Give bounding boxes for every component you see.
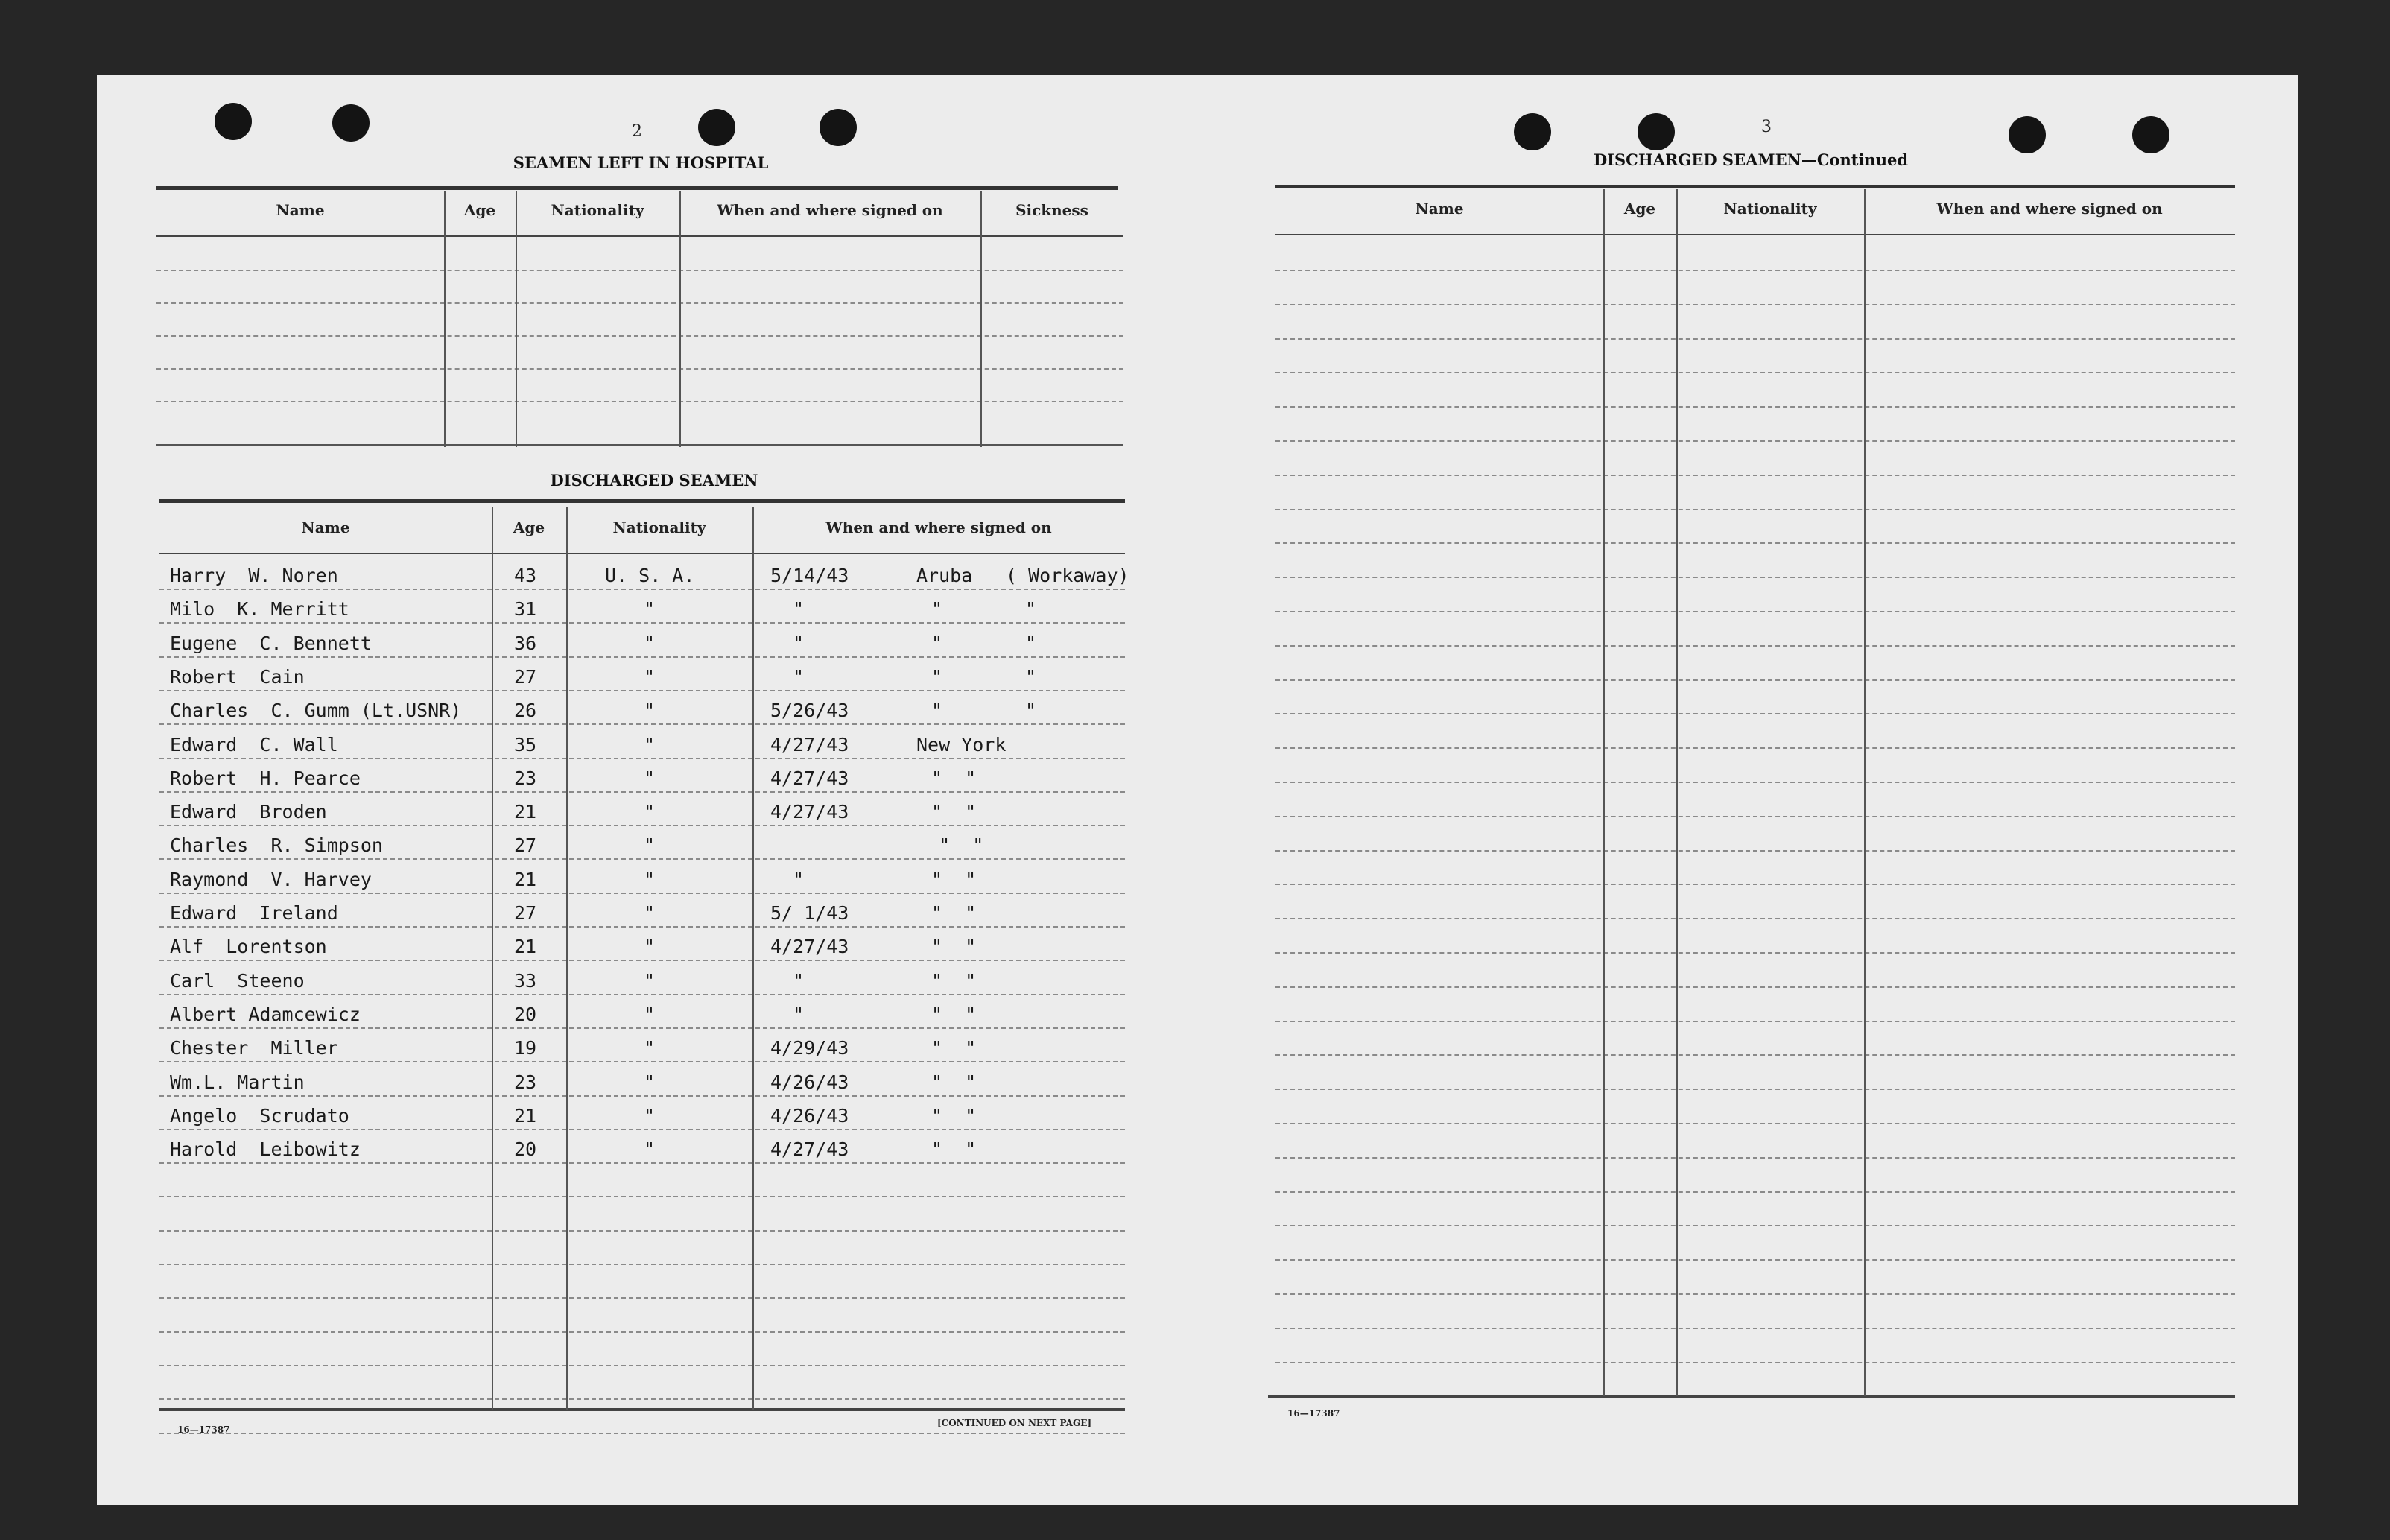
signed-on-place: " " xyxy=(916,834,984,856)
rule-line xyxy=(1275,850,2235,852)
seaman-nationality: " xyxy=(644,869,656,890)
seaman-name: Charles R. Simpson xyxy=(170,834,383,856)
rule-line xyxy=(1275,1362,2235,1363)
rule-line xyxy=(1275,986,2235,988)
seaman-age: 20 xyxy=(514,1138,537,1160)
discharged-title: DISCHARGED SEAMEN xyxy=(550,471,758,489)
seaman-nationality: " xyxy=(644,666,656,688)
signed-on-place: " " xyxy=(931,936,977,957)
punch-hole xyxy=(332,104,370,142)
seaman-name: Edward C. Wall xyxy=(170,734,338,755)
rule-line xyxy=(159,589,1125,590)
column-header: Nationality xyxy=(1723,200,1817,218)
column-header: Age xyxy=(513,519,545,536)
rule-line xyxy=(1275,234,2235,235)
column-divider xyxy=(1864,189,1866,1396)
rule-line xyxy=(159,1433,1125,1434)
seaman-nationality: " xyxy=(644,801,656,823)
rule-line xyxy=(159,825,1125,826)
seaman-age: 31 xyxy=(514,598,537,620)
rule-line xyxy=(1275,1328,2235,1329)
rule-line xyxy=(1275,1157,2235,1159)
seaman-name: Wm.L. Martin xyxy=(170,1071,305,1093)
continued-title: DISCHARGED SEAMEN—Continued xyxy=(1593,150,1909,169)
signed-on-note: " xyxy=(1025,700,1037,721)
rule-line xyxy=(1275,1259,2235,1261)
column-divider xyxy=(1603,189,1605,1396)
rule-line xyxy=(1275,304,2235,305)
rule-line xyxy=(159,1196,1125,1197)
rule-line xyxy=(159,1365,1125,1366)
signed-on-place: " " xyxy=(931,1138,977,1160)
signed-on-place: " " xyxy=(931,1105,977,1127)
seaman-name: Alf Lorentson xyxy=(170,936,327,957)
signed-on-date: 5/ 1/43 xyxy=(770,902,849,924)
rule-line xyxy=(156,335,1123,337)
rule-line xyxy=(1275,782,2235,783)
column-header: When and where signed on xyxy=(825,519,1052,536)
seaman-name: Eugene C. Bennett xyxy=(170,633,372,654)
rule-line xyxy=(1275,406,2235,408)
rule-line xyxy=(1275,1054,2235,1056)
column-divider xyxy=(980,191,982,447)
rule-line xyxy=(1275,1089,2235,1090)
seaman-age: 19 xyxy=(514,1037,537,1059)
seaman-age: 27 xyxy=(514,666,537,688)
rule-line xyxy=(159,553,1125,554)
column-divider xyxy=(516,191,517,447)
rule-line xyxy=(159,1297,1125,1299)
signed-on-date: 4/27/43 xyxy=(770,801,849,823)
seaman-name: Charles C. Gumm (Lt.USNR) xyxy=(170,700,462,721)
seaman-nationality: " xyxy=(644,598,656,620)
signed-on-place: " " xyxy=(931,1037,977,1059)
rule-line xyxy=(156,186,1118,190)
seaman-nationality: " xyxy=(644,1037,656,1059)
seaman-age: 20 xyxy=(514,1004,537,1025)
seaman-nationality: " xyxy=(644,936,656,957)
continued-note: [CONTINUED ON NEXT PAGE] xyxy=(937,1418,1092,1428)
rule-line xyxy=(159,791,1125,793)
seaman-nationality: " xyxy=(644,970,656,992)
signed-on-date: " xyxy=(793,633,805,654)
seaman-name: Carl Steeno xyxy=(170,970,305,992)
rule-line xyxy=(156,302,1123,304)
punch-hole xyxy=(698,109,735,146)
seaman-name: Edward Ireland xyxy=(170,902,338,924)
column-divider xyxy=(752,507,754,1410)
column-header: When and where signed on xyxy=(717,201,943,219)
signed-on-place: " xyxy=(931,700,943,721)
punch-hole xyxy=(2009,116,2046,153)
signed-on-note: " xyxy=(1025,666,1037,688)
seaman-nationality: " xyxy=(644,834,656,856)
signed-on-date: " xyxy=(793,666,805,688)
rule-line xyxy=(156,270,1123,271)
rule-line xyxy=(156,401,1123,402)
seaman-age: 27 xyxy=(514,834,537,856)
seaman-age: 27 xyxy=(514,902,537,924)
signed-on-place: " xyxy=(931,633,943,654)
rule-line xyxy=(1275,713,2235,714)
seaman-nationality: " xyxy=(644,1105,656,1127)
column-header: Age xyxy=(1623,200,1656,218)
signed-on-place: Aruba xyxy=(916,565,973,586)
signed-on-date: " xyxy=(793,598,805,620)
rule-line xyxy=(1275,372,2235,373)
seaman-name: Raymond V. Harvey xyxy=(170,869,372,890)
punch-hole xyxy=(215,103,252,140)
rule-line xyxy=(159,690,1125,691)
rule-line xyxy=(1275,270,2235,271)
rule-line xyxy=(159,893,1125,894)
punch-hole xyxy=(1514,113,1551,150)
seaman-nationality: " xyxy=(644,767,656,789)
seaman-age: 21 xyxy=(514,801,537,823)
signed-on-place: " " xyxy=(931,869,977,890)
seaman-age: 43 xyxy=(514,565,537,586)
seaman-nationality: " xyxy=(644,902,656,924)
column-header: Sickness xyxy=(1015,201,1088,219)
seaman-name: Milo K. Merritt xyxy=(170,598,349,620)
seaman-age: 26 xyxy=(514,700,537,721)
seaman-age: 21 xyxy=(514,1105,537,1127)
seaman-name: Chester Miller xyxy=(170,1037,338,1059)
signed-on-place: New York xyxy=(916,734,1007,755)
rule-line xyxy=(159,758,1125,759)
rule-line xyxy=(159,1129,1125,1130)
seaman-name: Harry W. Noren xyxy=(170,565,338,586)
rule-line xyxy=(159,656,1125,658)
rule-line xyxy=(159,926,1125,928)
rule-line xyxy=(159,960,1125,961)
signed-on-date: 4/26/43 xyxy=(770,1105,849,1127)
signed-on-date: 5/26/43 xyxy=(770,700,849,721)
rule-line xyxy=(159,1264,1125,1265)
punch-hole xyxy=(1638,113,1675,150)
seaman-age: 23 xyxy=(514,767,537,789)
column-divider xyxy=(1676,189,1678,1396)
signed-on-place: " " xyxy=(931,801,977,823)
seaman-name: Harold Leibowitz xyxy=(170,1138,361,1160)
seaman-nationality: U. S. A. xyxy=(605,565,695,586)
signed-on-place: " " xyxy=(931,1004,977,1025)
seaman-name: Robert H. Pearce xyxy=(170,767,361,789)
seaman-age: 21 xyxy=(514,869,537,890)
seaman-age: 21 xyxy=(514,936,537,957)
signed-on-place: " " xyxy=(931,970,977,992)
column-divider xyxy=(492,507,493,1410)
rule-line xyxy=(1275,1225,2235,1226)
rule-line xyxy=(159,858,1125,860)
seaman-name: Angelo Scrudato xyxy=(170,1105,349,1127)
rule-line xyxy=(159,723,1125,725)
rule-line xyxy=(1275,952,2235,954)
rule-line xyxy=(156,444,1123,446)
seaman-name: Edward Broden xyxy=(170,801,327,823)
seaman-nationality: " xyxy=(644,633,656,654)
signed-on-note: " xyxy=(1025,598,1037,620)
seaman-nationality: " xyxy=(644,1138,656,1160)
punch-hole xyxy=(820,109,857,146)
signed-on-date: 5/14/43 xyxy=(770,565,849,586)
page-number: 3 xyxy=(1761,118,1772,136)
rule-line xyxy=(1268,1395,2235,1398)
signed-on-place: " " xyxy=(931,767,977,789)
signed-on-place: " " xyxy=(931,1071,977,1093)
rule-line xyxy=(1275,1021,2235,1022)
signed-on-date: 4/27/43 xyxy=(770,734,849,755)
rule-line xyxy=(159,499,1125,503)
rule-line xyxy=(1275,338,2235,340)
seaman-nationality: " xyxy=(644,700,656,721)
rule-line xyxy=(1275,475,2235,476)
rule-line xyxy=(159,1095,1125,1097)
rule-line xyxy=(1275,611,2235,612)
signed-on-place: " xyxy=(931,666,943,688)
signed-on-date: " xyxy=(793,970,805,992)
signed-on-note: ( Workaway) xyxy=(1006,565,1129,586)
signed-on-note: " xyxy=(1025,633,1037,654)
seaman-name: Robert Cain xyxy=(170,666,305,688)
rule-line xyxy=(1275,747,2235,749)
signed-on-date: " xyxy=(793,869,805,890)
rule-line xyxy=(159,1408,1125,1411)
rule-line xyxy=(1275,542,2235,544)
rule-line xyxy=(1275,816,2235,817)
seaman-nationality: " xyxy=(644,734,656,755)
rule-line xyxy=(156,368,1123,370)
rule-line xyxy=(156,235,1123,237)
rule-line xyxy=(1275,577,2235,578)
rule-line xyxy=(1275,645,2235,647)
rule-line xyxy=(1275,1293,2235,1295)
rule-line xyxy=(159,1061,1125,1062)
seaman-age: 36 xyxy=(514,633,537,654)
seaman-nationality: " xyxy=(644,1004,656,1025)
rule-line xyxy=(1275,440,2235,442)
seaman-age: 35 xyxy=(514,734,537,755)
rule-line xyxy=(159,1027,1125,1029)
signed-on-date: " xyxy=(793,1004,805,1025)
column-header: Name xyxy=(276,201,325,219)
column-divider xyxy=(566,507,568,1410)
column-header: Name xyxy=(1415,200,1464,218)
rule-line xyxy=(1275,1191,2235,1193)
column-header: When and where signed on xyxy=(1936,200,2163,218)
signed-on-date: 4/26/43 xyxy=(770,1071,849,1093)
page-number: 2 xyxy=(632,122,642,141)
signed-on-date: 4/29/43 xyxy=(770,1037,849,1059)
document-sheet xyxy=(97,75,2298,1505)
rule-line xyxy=(1275,509,2235,510)
seaman-age: 23 xyxy=(514,1071,537,1093)
rule-line xyxy=(159,1398,1125,1400)
rule-line xyxy=(1275,185,2235,188)
column-header: Nationality xyxy=(612,519,706,536)
signed-on-place: " " xyxy=(931,902,977,924)
rule-line xyxy=(159,1162,1125,1164)
rule-line xyxy=(159,622,1125,624)
signed-on-date: 4/27/43 xyxy=(770,767,849,789)
rule-line xyxy=(159,994,1125,995)
rule-line xyxy=(159,1331,1125,1333)
signed-on-date: 4/27/43 xyxy=(770,1138,849,1160)
rule-line xyxy=(159,1230,1125,1232)
rule-line xyxy=(1275,679,2235,681)
form-number: 16—17387 xyxy=(177,1425,230,1435)
rule-line xyxy=(1275,918,2235,919)
column-header: Nationality xyxy=(551,201,644,219)
rule-line xyxy=(1275,884,2235,885)
column-divider xyxy=(679,191,681,447)
form-number: 16—17387 xyxy=(1287,1408,1340,1419)
column-divider xyxy=(444,191,446,447)
rule-line xyxy=(1275,1123,2235,1124)
seaman-nationality: " xyxy=(644,1071,656,1093)
punch-hole xyxy=(2132,116,2169,153)
column-header: Age xyxy=(463,201,496,219)
seaman-age: 33 xyxy=(514,970,537,992)
signed-on-date: 4/27/43 xyxy=(770,936,849,957)
column-header: Name xyxy=(301,519,350,536)
signed-on-place: " xyxy=(931,598,943,620)
hospital-title: SEAMEN LEFT IN HOSPITAL xyxy=(513,153,769,172)
seaman-name: Albert Adamcewicz xyxy=(170,1004,361,1025)
